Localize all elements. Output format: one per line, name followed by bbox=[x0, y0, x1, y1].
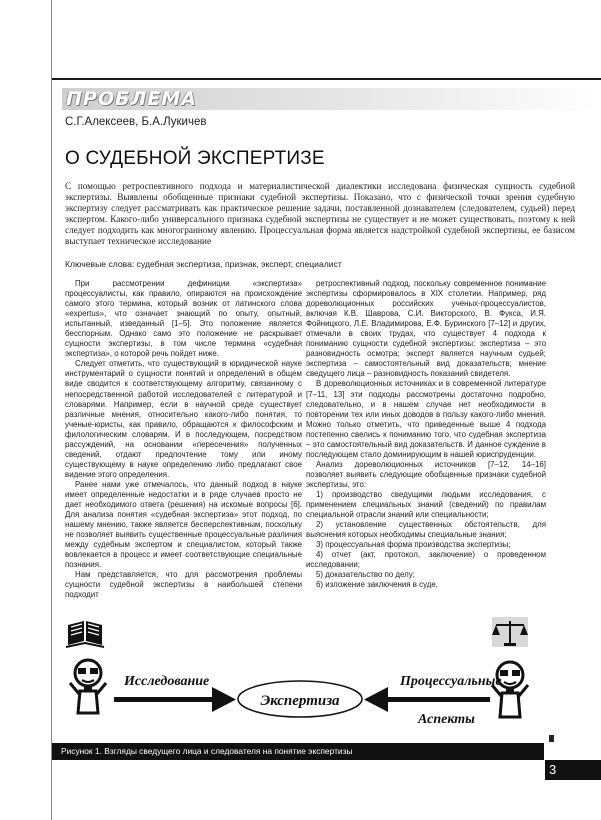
list-item: 4) отчет (акт, протокол, заключение) о проведенном исследовании; bbox=[306, 550, 546, 570]
arrow-right bbox=[114, 687, 236, 712]
header-rule bbox=[52, 78, 601, 80]
abstract: С помощью ретроспективного подхода и материалистической диалектики исследована физическая сущность судебной экспертизы. Выявлены обобщенные признаки судебной экспертизы. Показано, что с физической точки зрения судебную экспертизу следует рассматривать как практическое решение задачи, поставленной дознавателем (следователем, судьей) перед экспертом. Какого-либо универсального признака судебной экспертизы не существует и не может существовать, поэтому к ней следует подходить как многогранному явлению. Процессуальная форма является надстройкой судебной экспертизы, ее базисом выступает техническое исследование bbox=[65, 181, 575, 246]
figure-diagram bbox=[62, 613, 548, 741]
keywords: Ключевые слова: судебная экспертиза, признак, эксперт, специалист bbox=[65, 259, 342, 269]
figure-marker bbox=[549, 735, 554, 742]
investigator-figure-icon bbox=[492, 662, 528, 717]
paragraph: Следует отметить, что существующий в юридической науке инструментарий о сущности понятий и определений в общем виде сводится к соответствующему алгоритму, связанному с непосредственной работой исследователей с литературой и словарями. Например, если в научной среде существует различные мнения, относительно какого-либо понятия, то ученые-юристы, как правило, обращаются к философским и филологическим словарям. И в последующем, посредством рассуждений, на основании «пересечения» полученных сведений, отдают предпочтение тому или иному существующему в науке определению либо предлагают свое видение этого определения. bbox=[65, 359, 302, 479]
section-title: ПРОБЛЕМА bbox=[66, 88, 197, 110]
article-title: О СУДЕБНОЙ ЭКСПЕРТИЗЕ bbox=[65, 148, 325, 169]
section-banner bbox=[62, 88, 601, 110]
label-procedural: Процессуальные bbox=[400, 674, 502, 689]
book-icon bbox=[66, 621, 104, 647]
list-item: 5) доказательство по делу; bbox=[316, 570, 415, 580]
paragraph: В дореволюционных источниках и в современной литературе [7–11, 13] эти подходы рассмотрены достаточно подробно, следовательно, и в нашем случае нет необходимости в повторении тех или иных доводов в пользу какого-либо мнения. Можно только отметить, что приведенные выше 4 подхода постепенно свелись к пониманию того, что судебная экспертиза – это самостоятельный вид доказательств. И данное суждение в последующем стало доминирующим в нашей юриспруденции. bbox=[306, 379, 546, 459]
label-research: Исследование bbox=[124, 674, 210, 689]
figure-caption: Рисунок 1. Взгляды сведущего лица и следователя на понятие экспертизы bbox=[52, 743, 544, 760]
body-column-left bbox=[65, 279, 302, 601]
body-column-right bbox=[306, 279, 546, 590]
list-item: 1) производство сведущими людьми исследования, с применением специальных знаний (сведений) по правилам специальной отрасли знаний или специальности; bbox=[306, 489, 546, 520]
paragraph: Нам представляется, что для рассмотрения проблемы сущности судебной экспертизы в наибольшей степени подходит bbox=[65, 570, 302, 600]
list-item: 2) установление существенных обстоятельств, для выяснения которых необходимы специальные знания; bbox=[306, 520, 546, 540]
paragraph: Анализ дореволюционных источников [7–12, 14–16] позволяет выявить следующие обобщенные признаки судебной экспертизы, это: bbox=[306, 459, 546, 489]
paragraph: При рассмотрении дефиниции «экспертиза» процессуалисты, как правило, опираются на происхождение самого этого термина, который возник от латинского слова «expertus», что означает знающий по опыту, опытный, испытанный, изведанный [1–5]. Это положение является бесспорным. Однако само это положение не раскрывает сущности экспертизы, в том числе термина «судебная экспертиза», о которой речь пойдет ниже. bbox=[65, 279, 302, 359]
list-item: 6) изложение заключения в суде. bbox=[316, 580, 438, 590]
label-expertise: Экспертиза bbox=[260, 693, 340, 709]
page-number: 3 bbox=[545, 760, 601, 780]
label-aspects: Аспекты bbox=[418, 712, 475, 727]
left-margin-rule bbox=[51, 0, 52, 820]
list-item: 3) процессуальная форма производства экспертизы; bbox=[316, 540, 511, 550]
scales-icon bbox=[492, 617, 528, 647]
authors: С.Г.Алексеев, Б.А.Лукичев bbox=[65, 116, 207, 128]
paragraph: ретроспективный подход, поскольку современное понимание экспертизы сформировалось в XIX столетии. Например, ряд дореволюционных российских ученых-процессуалистов, включая К.В. Шаврова, С.И. Викторского, В. Фукса, И.Я. Фойницкого, Л.Е. Владимирова, Е.Ф. Буринского [7–12] и других, отмечали в своих трудах, что существует 4 подхода к пониманию сущности судебной экспертизы: экспертиза – это разновидность осмотра; эксперт является научным судьей; экспертиза – самостоятельный вид доказательств; мнение сведущего лица – разновидность показаний свидетеля. bbox=[306, 279, 546, 379]
arrow-left bbox=[364, 687, 490, 712]
paragraph: Ранее нами уже отмечалось, что данный подход в науке имеет определенные недостатки и в ряде случаев просто не дает необходимого ответа (решения) на искомые вопросы [6]. Для анализа понятия «судебная экспертиза» этот подход, по нашему мнению, также является бесперспективным, поскольку не позволяет выявить существенные процессуальные различия между судебным экспертом и специалистом, который также вовлекается в процесс и имеет соответствующие специальные познания. bbox=[65, 479, 302, 570]
expert-figure-icon bbox=[70, 660, 106, 713]
